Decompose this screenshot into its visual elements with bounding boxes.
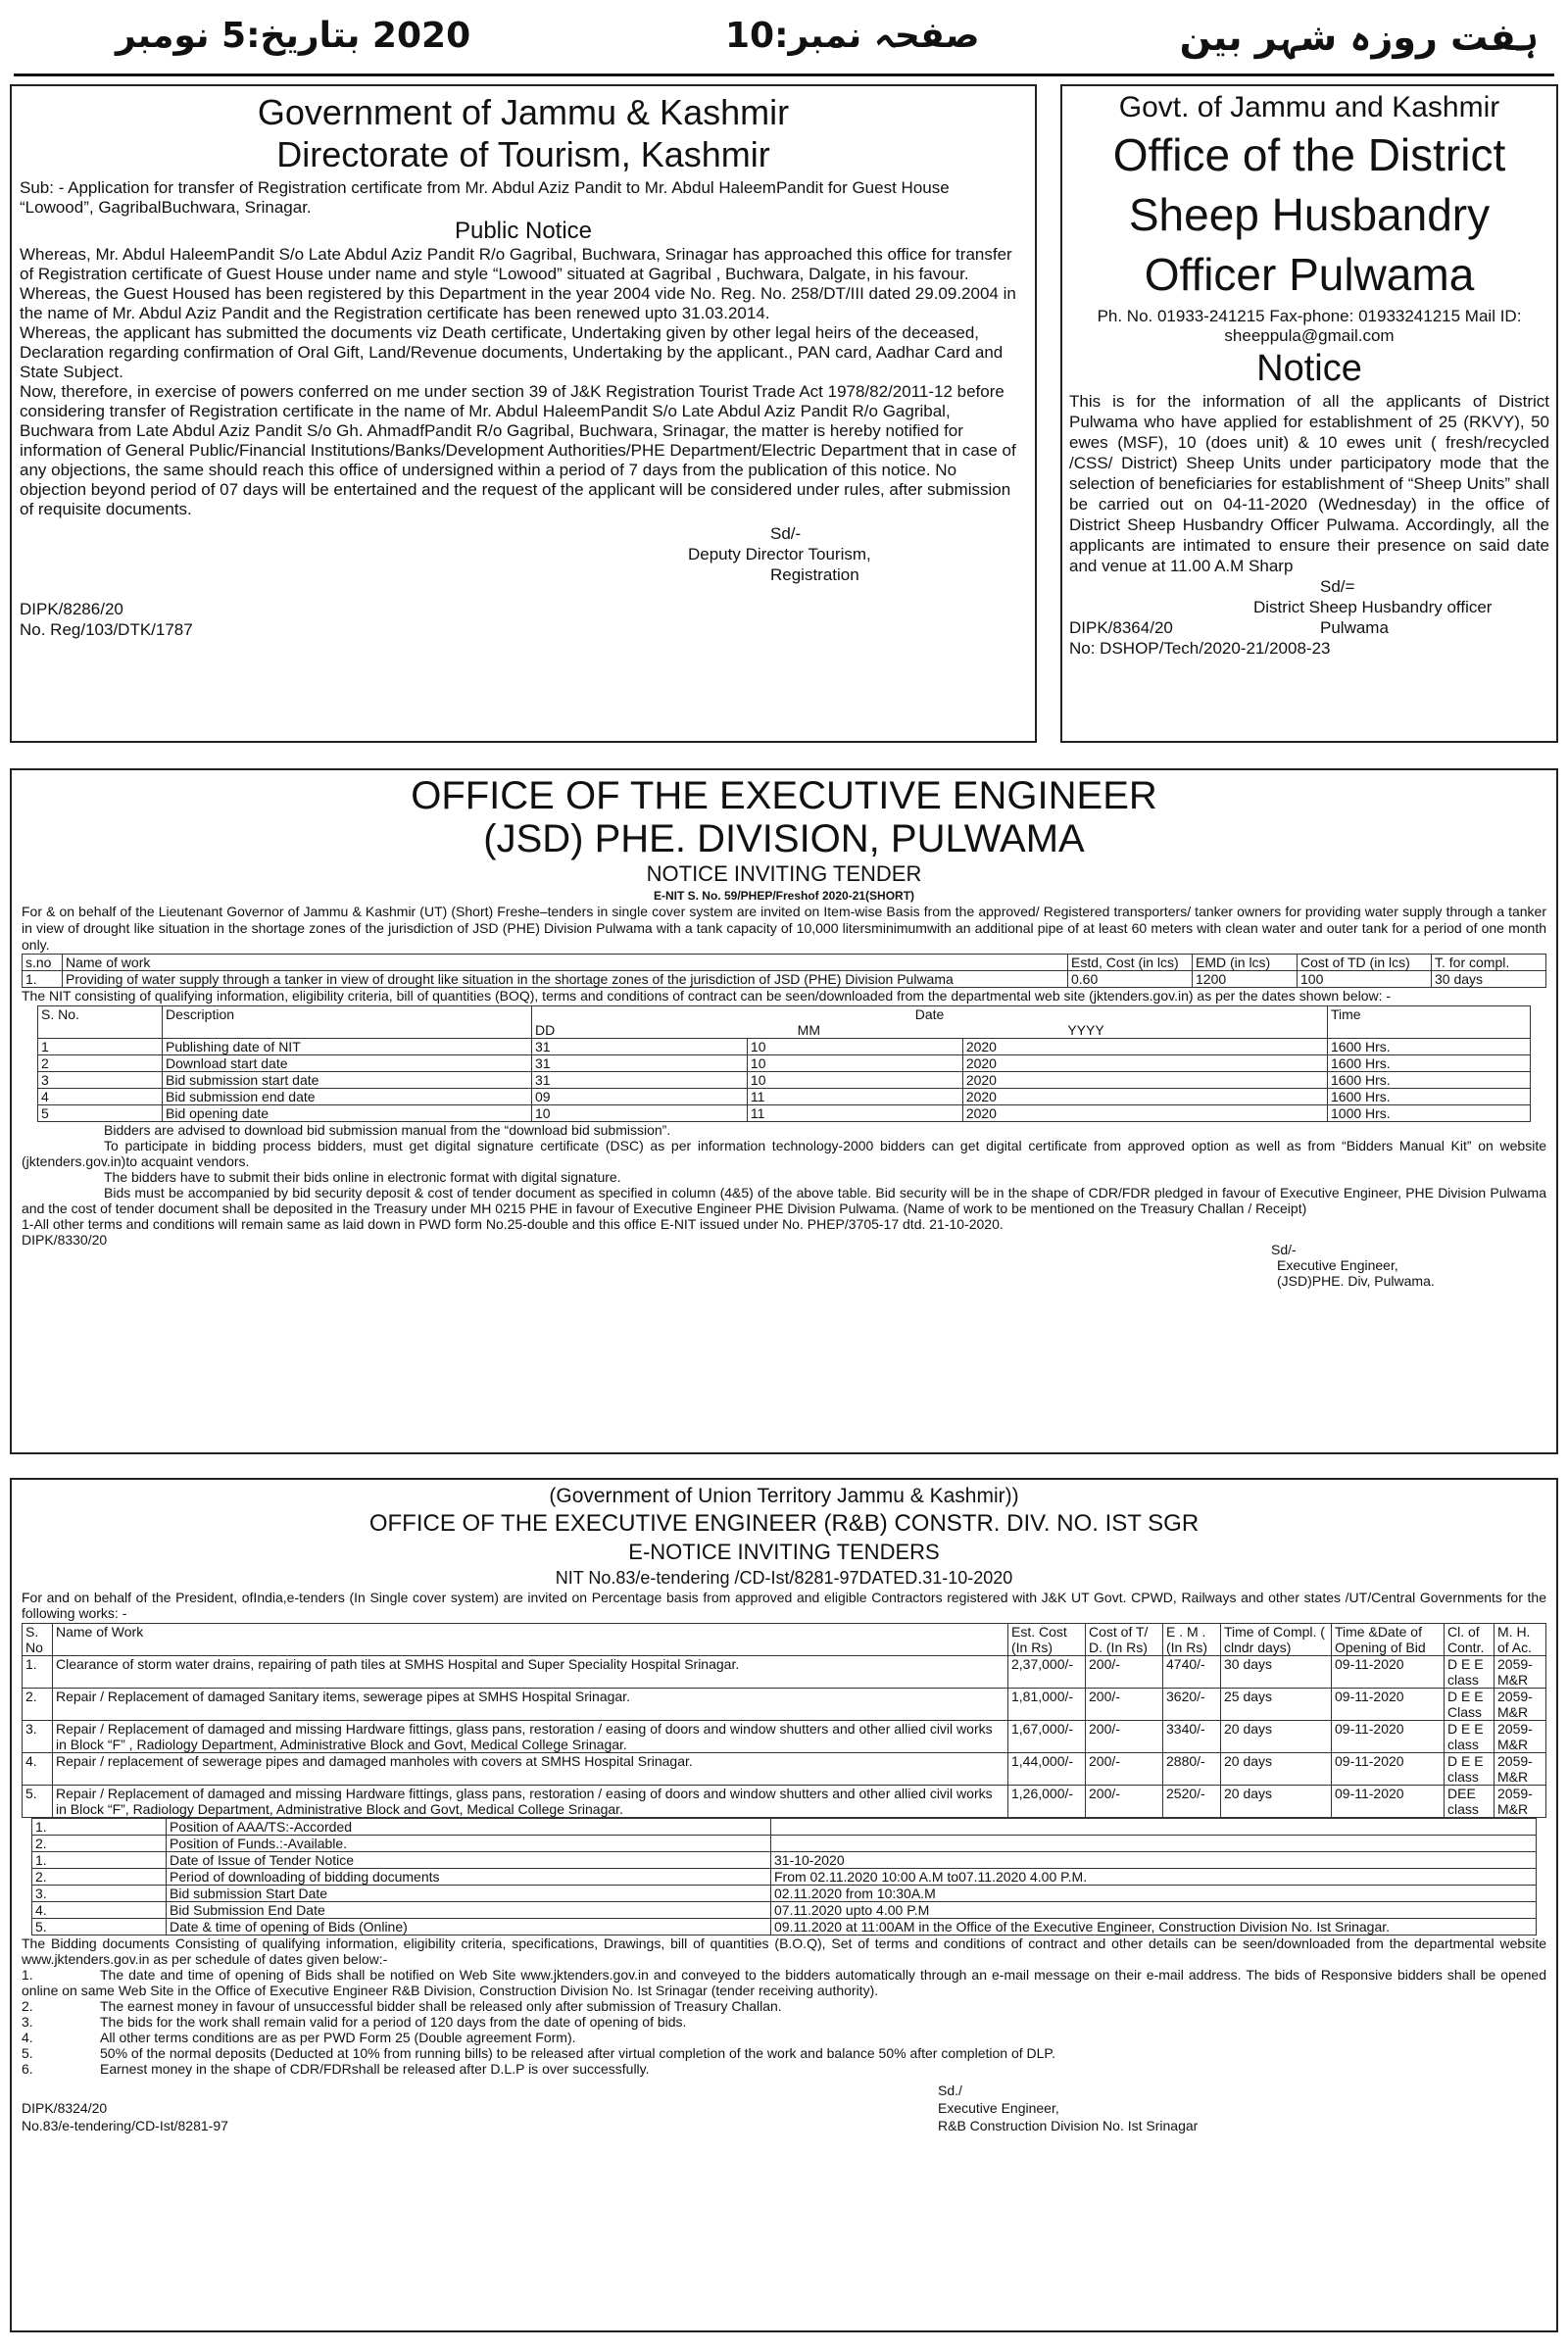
table-cell: 2 bbox=[38, 1055, 163, 1072]
table-row bbox=[32, 1852, 1537, 1869]
phe-col-sno: s.no bbox=[23, 955, 63, 971]
rb-col-name: Name of Work bbox=[53, 1624, 1008, 1656]
table-cell: D E E class bbox=[1445, 1721, 1494, 1753]
sheep-sig: District Sheep Husbandry officer bbox=[1253, 598, 1493, 616]
sheep-notice bbox=[1060, 84, 1558, 743]
tourism-notice bbox=[10, 84, 1037, 743]
table-cell: 1,81,000/- bbox=[1008, 1689, 1086, 1721]
table-cell: 20 days bbox=[1221, 1786, 1332, 1818]
phe-sig1: Executive Engineer, bbox=[1277, 1257, 1398, 1273]
list-item bbox=[22, 1967, 1546, 1998]
table-cell: 11 bbox=[747, 1089, 962, 1105]
rb-sd: Sd./ bbox=[938, 2082, 962, 2098]
list-item bbox=[22, 1998, 1546, 2014]
table-cell: Providing of water supply through a tanker in view of drought like situation in the shortage zones of the jurisdiction of JSD (PHE) Division Pulwama bbox=[63, 971, 1068, 988]
table-cell: Date of Issue of Tender Notice bbox=[167, 1852, 771, 1869]
phe-col-emd: EMD (in lcs) bbox=[1193, 955, 1298, 971]
phe-title2: (JSD) PHE. DIVISION, PULWAMA bbox=[483, 817, 1085, 860]
table-cell: 09-11-2020 bbox=[1332, 1786, 1445, 1818]
table-cell: Repair / Replacement of damaged and missing Hardware fittings, glass pans, restoration / easing of doors and window shutters and other allied civil works in Block “F” , Radiology Department, Administrative Block and Govt, Medical College Srinagar. bbox=[53, 1721, 1008, 1753]
list-item-number: 6. bbox=[22, 2061, 33, 2077]
sched-mm-label: MM bbox=[797, 1022, 820, 1038]
table-cell: 1600 Hrs. bbox=[1328, 1039, 1531, 1055]
table-cell: 2,37,000/- bbox=[1008, 1656, 1086, 1689]
table-cell: 1. bbox=[32, 1852, 167, 1869]
phe-col-td: Cost of TD (in lcs) bbox=[1298, 955, 1432, 971]
rb-sig1: Executive Engineer, bbox=[938, 2100, 1059, 2116]
table-cell: 20 days bbox=[1221, 1721, 1332, 1753]
list-item-text: 50% of the normal deposits (Deducted at 10% from running bills) to be released after virtual completion of the work and balance 50% after completion of DLP. bbox=[100, 2045, 1055, 2061]
table-cell: 5. bbox=[23, 1786, 53, 1818]
sched-col-desc: Description bbox=[163, 1006, 532, 1039]
table-row bbox=[32, 1819, 1537, 1836]
table-cell: 2020 bbox=[962, 1089, 1327, 1105]
table-cell: 4 bbox=[38, 1089, 163, 1105]
table-row bbox=[23, 1786, 1546, 1818]
list-item bbox=[22, 1169, 1546, 1185]
table-row bbox=[38, 1039, 1531, 1055]
table-cell: Clearance of storm water drains, repairing of path tiles at SMHS Hospital and Super Speciality Hospital Srinagar. bbox=[53, 1656, 1008, 1689]
phe-tender bbox=[10, 768, 1558, 1454]
list-item bbox=[22, 2045, 1546, 2061]
sheep-ref: DIPK/8364/20 bbox=[1069, 618, 1173, 637]
table-cell: Repair / replacement of sewerage pipes and damaged manholes with covers at SMHS Hospital Srinagar. bbox=[53, 1753, 1008, 1786]
rb-tender bbox=[10, 1478, 1558, 2332]
table-cell: 3 bbox=[38, 1072, 163, 1089]
rb-info-table bbox=[31, 1818, 1537, 1936]
rb-col-td: Cost of T/ D. (In Rs) bbox=[1086, 1624, 1163, 1656]
list-item bbox=[22, 2014, 1546, 2030]
list-item-text: Bids must be accompanied by bid security deposit & cost of tender document as specified in column (4&5) of the above table. Bid security will be in the shape of CDR/FDR pledged in favour of Executive Engineer, PHE Division Pulwama and the cost of tender document shall be deposited in the Treasury under MH 0215 PHE in favour of Executive Engineer PHE Division Pulwama. (Name of work to be mentioned on the Treasury Challan / Receipt) bbox=[22, 1185, 1546, 1216]
table-cell: 1600 Hrs. bbox=[1328, 1055, 1531, 1072]
list-item-number: 1. bbox=[22, 1967, 33, 1983]
table-cell: 2059-M&R bbox=[1494, 1753, 1546, 1786]
rb-info-wrap bbox=[22, 1818, 1546, 1936]
table-cell: Download start date bbox=[163, 1055, 532, 1072]
table-cell: 02.11.2020 from 10:30A.M bbox=[771, 1886, 1537, 1902]
table-cell: 1. bbox=[32, 1819, 167, 1836]
table-cell: 2059-M&R bbox=[1494, 1689, 1546, 1721]
phe-schedule-table bbox=[37, 1005, 1531, 1122]
table-cell: 25 days bbox=[1221, 1689, 1332, 1721]
table-cell: 2. bbox=[32, 1869, 167, 1886]
list-item-text: The bids for the work shall remain valid for a period of 120 days from the date of opening of bids. bbox=[100, 2014, 687, 2030]
phe-work-header-row bbox=[23, 955, 1546, 971]
table-row bbox=[23, 1721, 1546, 1753]
table-cell: 31 bbox=[532, 1072, 748, 1089]
table-cell: Bid submission start date bbox=[163, 1072, 532, 1089]
tourism-subject: Sub: - Application for transfer of Registration certificate from Mr. Abdul Aziz Pandit to Mr. Abdul HaleemPandit for Guest House “Lowood”, GagribalBuchwara, Srinagar. bbox=[20, 178, 950, 217]
rb-nit: NIT No.83/e-tendering /CD-Ist/8281-97DATED.31-10-2020 bbox=[555, 1568, 1013, 1588]
table-row bbox=[32, 1836, 1537, 1852]
table-cell: D E E Class bbox=[1445, 1689, 1494, 1721]
table-cell: 10 bbox=[747, 1072, 962, 1089]
rb-gov: (Government of Union Territory Jammu & Kashmir)) bbox=[549, 1485, 1019, 1507]
phe-col-cost: Estd, Cost (in lcs) bbox=[1068, 955, 1193, 971]
table-row bbox=[23, 1689, 1546, 1721]
table-cell: DEE class bbox=[1445, 1786, 1494, 1818]
table-cell: 2059-M&R bbox=[1494, 1656, 1546, 1689]
list-item-number: 3. bbox=[22, 2014, 33, 2030]
list-item bbox=[22, 1122, 1546, 1138]
table-cell: 1200 bbox=[1193, 971, 1298, 988]
table-cell: Position of Funds.:-Available. bbox=[167, 1836, 771, 1852]
rb-ref1: DIPK/8324/20 bbox=[22, 2100, 108, 2116]
table-cell: 30 days bbox=[1432, 971, 1546, 988]
table-cell: 10 bbox=[747, 1039, 962, 1055]
table-cell: Period of downloading of bidding documents bbox=[167, 1869, 771, 1886]
phe-enit: E-NIT S. No. 59/PHEP/Freshof 2020-21(SHORT) bbox=[653, 889, 915, 903]
table-cell: Position of AAA/TS:-Accorded bbox=[167, 1819, 771, 1836]
sheep-ref-line bbox=[1069, 617, 1549, 638]
rb-col-opening: Time &Date of Opening of Bid bbox=[1332, 1624, 1445, 1656]
tourism-line1: Government of Jammu & Kashmir bbox=[257, 92, 790, 132]
table-cell: 5. bbox=[32, 1919, 167, 1936]
sched-col-time: Time bbox=[1328, 1006, 1531, 1039]
list-item-text: Earnest money in the shape of CDR/FDRshall be released after D.L.P is over successfully. bbox=[100, 2061, 650, 2077]
tourism-paragraph: Whereas, Mr. Abdul HaleemPandit S/o Late Abdul Aziz Pandit R/o Gagribal, Buchwara, Srinagar has approached this office for transfer of Registration certificate of Guest House under name and style “Lowood” situated at Gagribal , Buchwara, Dalgate, in his favour. bbox=[20, 245, 1012, 283]
table-cell: 200/- bbox=[1086, 1753, 1163, 1786]
sheep-contact: Ph. No. 01933-241215 Fax-phone: 01933241215 Mail ID: sheeppula@gmail.com bbox=[1097, 307, 1522, 345]
list-item-number: 5. bbox=[22, 2045, 33, 2061]
sheep-body: This is for the information of all the applicants of District Pulwama who have applied for establishment of 25 (RKVY), 50 ewes (MSF), 10 (does unit) & 10 ewes unit ( fresh/recycled /CSS/ District) Sheep Units under participatory mode that the selection of beneficiaries for establishment of “Sheep Units” shall be carried out on 04-11-2020 (Wednesday) in the office of District Sheep Husbandry Officer Pulwama. Accordingly, all the applicants are intimated to ensure their presence on said date and venue at 11.00 A.M Sharp bbox=[1069, 392, 1549, 575]
sheep-title: Office of the District Sheep Husbandry Officer Pulwama bbox=[1112, 129, 1506, 300]
table-cell: 20 days bbox=[1221, 1753, 1332, 1786]
table-cell: 10 bbox=[747, 1055, 962, 1072]
table-cell: 3. bbox=[32, 1886, 167, 1902]
table-cell: 0.60 bbox=[1068, 971, 1193, 988]
rb-title: OFFICE OF THE EXECUTIVE ENGINEER (R&B) CONSTR. DIV. NO. IST SGR bbox=[368, 1510, 1200, 1537]
rb-col-sno: S. No bbox=[23, 1624, 53, 1656]
phe-sd: Sd/- bbox=[1271, 1242, 1297, 1257]
table-cell: Bid submission Start Date bbox=[167, 1886, 771, 1902]
tourism-sig-dept: Registration bbox=[770, 565, 859, 584]
list-item-text: All other terms conditions are as per PWD Form 25 (Double agreement Form). bbox=[100, 2030, 576, 2045]
table-cell: 31 bbox=[532, 1055, 748, 1072]
phe-closing: 1-All other terms and conditions will remain same as laid down in PWD form No.25-double and this office E-NIT issued under No. PHEP/3705-17 dtd. 21-10-2020. bbox=[22, 1216, 1004, 1232]
table-cell: 2520/- bbox=[1163, 1786, 1221, 1818]
table-cell: 10 bbox=[532, 1105, 748, 1122]
masthead-page: صفحہ نمبر:10 bbox=[725, 16, 980, 56]
table-cell: Date & time of opening of Bids (Online) bbox=[167, 1919, 771, 1936]
sched-date-sub bbox=[532, 1022, 1327, 1038]
sheep-place: Pulwama bbox=[1320, 618, 1389, 637]
table-cell: 5 bbox=[38, 1105, 163, 1122]
tourism-sig-title: Deputy Director Tourism, bbox=[688, 545, 871, 564]
list-item-text: The earnest money in favour of unsuccessful bidder shall be released only after submission of Treasury Challan. bbox=[100, 1998, 782, 2014]
table-cell: Bid opening date bbox=[163, 1105, 532, 1122]
phe-col-name: Name of work bbox=[63, 955, 1068, 971]
table-cell: 09 bbox=[532, 1089, 748, 1105]
phe-nit-text: The NIT consisting of qualifying information, eligibility criteria, bill of quantities (BOQ), terms and conditions of contract can be seen/downloaded from the departmental web site (jktenders.gov.in) as per the dates shown below: - bbox=[22, 988, 1392, 1004]
sheep-sd: Sd/= bbox=[1320, 577, 1355, 596]
table-cell: Publishing date of NIT bbox=[163, 1039, 532, 1055]
phe-schedule-header-row bbox=[38, 1006, 1531, 1039]
table-row bbox=[32, 1902, 1537, 1919]
sched-date-label: Date bbox=[914, 1006, 945, 1022]
rb-ref2: No.83/e-tendering/CD-Ist/8281-97 bbox=[22, 2118, 228, 2133]
phe-signature bbox=[1271, 1242, 1435, 1289]
table-cell: From 02.11.2020 10:00 A.M to07.11.2020 4.00 P.M. bbox=[771, 1869, 1537, 1886]
table-cell: 09-11-2020 bbox=[1332, 1656, 1445, 1689]
table-cell: 31-10-2020 bbox=[771, 1852, 1537, 1869]
table-cell: 2020 bbox=[962, 1055, 1327, 1072]
table-cell: 3340/- bbox=[1163, 1721, 1221, 1753]
rb-col-compl: Time of Compl. ( clndr days) bbox=[1221, 1624, 1332, 1656]
sched-col-sno: S. No. bbox=[38, 1006, 163, 1039]
table-row bbox=[38, 1055, 1531, 1072]
list-item bbox=[22, 1185, 1546, 1216]
table-cell: 2880/- bbox=[1163, 1753, 1221, 1786]
list-item-text: The date and time of opening of Bids shall be notified on Web Site www.jktenders.gov.in and conveyed to the bidders automatically through an e-mail message on their e-mail address. The bids of Responsive bidders shall be opened online on same Web Site in the Office of Executive Engineer R&B Division, Construction Division No. Ist Srinagar (tender receiving authority). bbox=[22, 1967, 1546, 1998]
table-cell: 1600 Hrs. bbox=[1328, 1089, 1531, 1105]
sheep-no: No: DSHOP/Tech/2020-21/2008-23 bbox=[1069, 639, 1331, 658]
phe-sig2: (JSD)PHE. Div, Pulwama. bbox=[1277, 1273, 1435, 1289]
sheep-signature bbox=[1069, 576, 1549, 659]
table-cell: 07.11.2020 upto 4.00 P.M bbox=[771, 1902, 1537, 1919]
phe-title1: OFFICE OF THE EXECUTIVE ENGINEER bbox=[411, 774, 1157, 817]
table-row bbox=[23, 971, 1546, 988]
table-cell: 09-11-2020 bbox=[1332, 1689, 1445, 1721]
table-cell: 4740/- bbox=[1163, 1656, 1221, 1689]
phe-intro: For & on behalf of the Lieutenant Governor of Jammu & Kashmir (UT) (Short) Freshe–tenders in single cover system are invited on Item-wise Basis from the approved/ Registered transporters/ tanker owners for providing water supply through a tanker in view of drought like situation in the shortage zones of the jurisdiction of JSD (PHE) Division Pulwama with a tank capacity of 10,000 litersminimumwith an additional pipe of at least 60 meters with clean water and outer tank for a period of one month only. bbox=[22, 904, 1546, 953]
tourism-ref-no: No. Reg/103/DTK/1787 bbox=[20, 620, 193, 639]
table-cell: D E E class bbox=[1445, 1656, 1494, 1689]
masthead-rule bbox=[14, 74, 1554, 76]
list-item-number: 2. bbox=[22, 1998, 33, 2014]
table-row bbox=[38, 1105, 1531, 1122]
list-item-text: Bidders are advised to download bid submission manual from the “download bid submission”. bbox=[104, 1122, 671, 1138]
table-cell: 3620/- bbox=[1163, 1689, 1221, 1721]
phe-bullets bbox=[22, 1122, 1546, 1232]
tourism-paragraph: Whereas, the Guest Housed has been registered by this Department in the year 2004 vide No. Reg. No. 258/DT/III dated 29.09.2004 in the name of Mr. Abdul Aziz Pandit and the Registration certificate has been renewed upto 31.03.2014. bbox=[20, 284, 1016, 322]
sheep-heading: Notice bbox=[1256, 348, 1362, 389]
sched-col-date bbox=[532, 1006, 1328, 1039]
table-cell: 2. bbox=[32, 1836, 167, 1852]
sched-dd-label: DD bbox=[535, 1022, 556, 1038]
table-cell: 31 bbox=[532, 1039, 748, 1055]
table-cell: Repair / Replacement of damaged Sanitary items, sewerage pipes at SMHS Hospital Srinagar. bbox=[53, 1689, 1008, 1721]
phe-schedule-wrap bbox=[22, 1004, 1546, 1122]
table-cell: 200/- bbox=[1086, 1786, 1163, 1818]
tourism-line2: Directorate of Tourism, Kashmir bbox=[276, 134, 770, 174]
table-cell: 4. bbox=[32, 1902, 167, 1919]
tourism-paragraph: Now, therefore, in exercise of powers conferred on me under section 39 of J&K Registration Tourist Trade Act 1978/82/2011-12 before considering transfer of Registration certificate in the name of Mr. Abdul HaleemPandit S/o Late Abdul Aziz Pandit R/o Gagribal, Buchwara from Late Abdul Aziz Pandit S/o Gh. AhmadfPandit R/o Gagribal, Buchwara, Srinagar, the matter is hereby notified for information of General Public/Financial Institutions/Banks/Development Authorities/PHE Department/Electric Department that in case of any objections, the same should reach this office of undersigned within a period of 7 days from the publication of this notice. No objection beyond period of 07 days will be entertained and the request of the applicant will be considered under rules, after submission of requisite documents. bbox=[20, 382, 1016, 518]
table-cell: 1000 Hrs. bbox=[1328, 1105, 1531, 1122]
table-cell: 1,26,000/- bbox=[1008, 1786, 1086, 1818]
table-row bbox=[32, 1869, 1537, 1886]
tourism-paragraph: Whereas, the applicant has submitted the documents viz Death certificate, Undertaking given by other legal heirs of the deceased, Declaration regarding confirmation of Oral Gift, Land/Revenue documents, Undertaking by the applicant., PAN card, Aadhar Card and State Subject. bbox=[20, 323, 1004, 381]
rb-sig2: R&B Construction Division No. Ist Srinagar bbox=[938, 2118, 1199, 2133]
tourism-signature bbox=[20, 523, 1027, 585]
list-item bbox=[22, 1138, 1546, 1169]
phe-subtitle: NOTICE INVITING TENDER bbox=[646, 861, 922, 886]
table-cell: D E E class bbox=[1445, 1753, 1494, 1786]
table-cell: 200/- bbox=[1086, 1689, 1163, 1721]
table-cell: 2059-M&R bbox=[1494, 1786, 1546, 1818]
phe-footer bbox=[22, 1232, 1546, 1300]
phe-col-time: T. for compl. bbox=[1432, 955, 1546, 971]
tourism-sd: Sd/- bbox=[770, 524, 802, 543]
masthead-paper-name: ہفت روزہ شہر بین bbox=[1179, 16, 1539, 59]
table-row bbox=[23, 1753, 1546, 1786]
table-cell: 09-11-2020 bbox=[1332, 1721, 1445, 1753]
table-cell: 1,44,000/- bbox=[1008, 1753, 1086, 1786]
rb-subtitle: E-NOTICE INVITING TENDERS bbox=[628, 1540, 940, 1564]
table-cell: 09.11.2020 at 11:00AM in the Office of the Executive Engineer, Construction Division No. Ist Srinagar. bbox=[771, 1919, 1537, 1936]
table-row bbox=[38, 1089, 1531, 1105]
table-cell: 1. bbox=[23, 971, 63, 988]
table-cell: Bid Submission End Date bbox=[167, 1902, 771, 1919]
rb-header-row bbox=[23, 1624, 1546, 1656]
table-cell: 11 bbox=[747, 1105, 962, 1122]
phe-work-table bbox=[22, 954, 1546, 988]
table-row bbox=[23, 1656, 1546, 1689]
phe-ref: DIPK/8330/20 bbox=[22, 1232, 108, 1248]
rb-terms bbox=[22, 1967, 1546, 2077]
table-cell bbox=[771, 1836, 1537, 1852]
table-row bbox=[38, 1072, 1531, 1089]
table-cell: 1 bbox=[38, 1039, 163, 1055]
table-row bbox=[32, 1919, 1537, 1936]
table-cell: 1600 Hrs. bbox=[1328, 1072, 1531, 1089]
rb-col-cost: Est. Cost (In Rs) bbox=[1008, 1624, 1086, 1656]
table-cell: 2020 bbox=[962, 1105, 1327, 1122]
list-item-number: 4. bbox=[22, 2030, 33, 2045]
table-row bbox=[32, 1886, 1537, 1902]
rb-col-class: Cl. of Contr. bbox=[1445, 1624, 1494, 1656]
sched-yyyy-label: YYYY bbox=[1067, 1022, 1104, 1038]
table-cell: 09-11-2020 bbox=[1332, 1753, 1445, 1786]
table-cell: 4. bbox=[23, 1753, 53, 1786]
masthead bbox=[0, 0, 1568, 78]
table-cell: 100 bbox=[1298, 971, 1432, 988]
table-cell: 200/- bbox=[1086, 1656, 1163, 1689]
table-cell: 1,67,000/- bbox=[1008, 1721, 1086, 1753]
rb-works-table bbox=[22, 1623, 1546, 1818]
table-cell: 2020 bbox=[962, 1072, 1327, 1089]
rb-footer bbox=[22, 2082, 1546, 2161]
table-cell: 2059-M&R bbox=[1494, 1721, 1546, 1753]
list-item-text: To participate in bidding process bidders, must get digital signature certificate (DSC) as per information technology-2000 bidders can get digital certificate from approved option as well as from “Bidders Manual Kit” on website (jktenders.gov.in)to acquaint vendors. bbox=[22, 1138, 1546, 1169]
table-cell: 200/- bbox=[1086, 1721, 1163, 1753]
table-cell: 3. bbox=[23, 1721, 53, 1753]
tourism-heading: Public Notice bbox=[454, 218, 593, 244]
list-item-text: The bidders have to submit their bids online in electronic format with digital signature. bbox=[104, 1169, 621, 1185]
rb-bidding-text: The Bidding documents Consisting of qualifying information, eligibility criteria, specifications, Drawings, bill of quantities (B.O.Q), Set of terms and conditions of contract and other details can be seen/downloaded from the departmental website www.jktenders.gov.in as per schedule of dates given below:- bbox=[22, 1936, 1546, 1967]
rb-col-em: E . M . (In Rs) bbox=[1163, 1624, 1221, 1656]
table-cell: 30 days bbox=[1221, 1656, 1332, 1689]
table-cell bbox=[771, 1819, 1537, 1836]
tourism-refs bbox=[20, 599, 1027, 640]
tourism-ref-dipk: DIPK/8286/20 bbox=[20, 600, 123, 618]
rb-col-mh: M. H. of Ac. bbox=[1494, 1624, 1546, 1656]
table-cell: 1. bbox=[23, 1656, 53, 1689]
list-item bbox=[22, 2061, 1546, 2077]
sheep-gov: Govt. of Jammu and Kashmir bbox=[1118, 91, 1500, 123]
masthead-date: 2020 بتاریخ:5 نومبر bbox=[116, 16, 471, 56]
rb-intro: For and on behalf of the President, ofIndia,e-tenders (In Single cover system) are invited on Percentage basis from approved and eligible Contractors registered with J&K UT Govt. CPWD, Railways and other states /UT/Central Governments for the following works: - bbox=[22, 1590, 1546, 1621]
table-cell: Bid submission end date bbox=[163, 1089, 532, 1105]
table-cell: 2. bbox=[23, 1689, 53, 1721]
table-cell: Repair / Replacement of damaged and missing Hardware fittings, glass pans, restoration / easing of doors and window shutters and other allied civil works in Block “F”, Radiology Department, Administrative Block and Govt, Medical College Srinagar. bbox=[53, 1786, 1008, 1818]
table-cell: 2020 bbox=[962, 1039, 1327, 1055]
list-item bbox=[22, 2030, 1546, 2045]
tourism-body bbox=[20, 245, 1027, 519]
